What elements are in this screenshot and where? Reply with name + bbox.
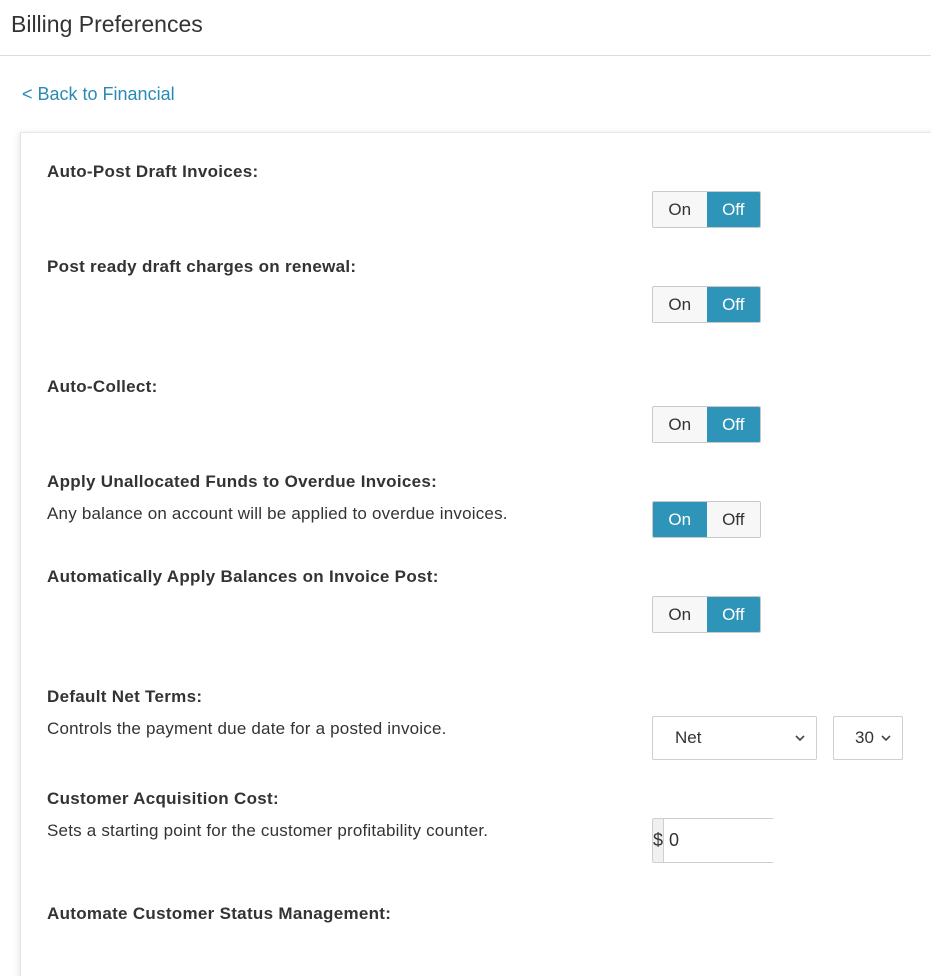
page-title: Billing Preferences	[11, 11, 203, 37]
apply-unallocated-off-option[interactable]: Off	[707, 502, 761, 537]
auto-apply-off-option[interactable]: Off	[707, 597, 761, 632]
post-ready-toggle[interactable]	[652, 286, 761, 323]
auto-collect-on-option[interactable]: On	[653, 407, 707, 442]
chevron-down-icon	[794, 732, 806, 744]
acquisition-cost-field	[652, 818, 774, 863]
acquisition-cost-input[interactable]	[664, 819, 901, 862]
acquisition-cost-label: Customer Acquisition Cost:	[47, 789, 279, 808]
page-header	[0, 0, 931, 56]
net-terms-description: Controls the payment due date for a posted invoice.	[47, 719, 447, 738]
auto-collect-toggle[interactable]	[652, 406, 761, 443]
net-terms-type-value: Net	[675, 728, 702, 747]
status-management-label: Automate Customer Status Management:	[47, 904, 392, 923]
net-terms-days-select[interactable]	[833, 716, 903, 760]
auto-apply-label: Automatically Apply Balances on Invoice Post:	[47, 567, 439, 586]
currency-symbol: $	[653, 819, 664, 862]
auto-apply-toggle[interactable]	[652, 596, 761, 633]
auto-post-toggle[interactable]	[652, 191, 761, 228]
auto-apply-on-option[interactable]: On	[653, 597, 707, 632]
apply-unallocated-label: Apply Unallocated Funds to Overdue Invoices:	[47, 472, 438, 491]
auto-post-off-option[interactable]: Off	[707, 192, 761, 227]
post-ready-off-option[interactable]: Off	[707, 287, 761, 322]
apply-unallocated-on-option[interactable]: On	[653, 502, 707, 537]
chevron-down-icon	[880, 732, 892, 744]
apply-unallocated-description: Any balance on account will be applied to overdue invoices.	[47, 504, 508, 523]
acquisition-cost-description: Sets a starting point for the customer profitability counter.	[47, 821, 489, 840]
auto-collect-off-option[interactable]: Off	[707, 407, 761, 442]
apply-unallocated-toggle[interactable]	[652, 501, 761, 538]
net-terms-days-value: 30	[855, 728, 874, 747]
post-ready-on-option[interactable]: On	[653, 287, 707, 322]
back-to-financial-link[interactable]: < Back to Financial	[22, 84, 175, 104]
net-terms-type-select[interactable]	[652, 716, 817, 760]
auto-collect-label: Auto-Collect:	[47, 377, 158, 396]
auto-post-on-option[interactable]: On	[653, 192, 707, 227]
post-ready-label: Post ready draft charges on renewal:	[47, 257, 357, 276]
net-terms-label: Default Net Terms:	[47, 687, 203, 706]
auto-post-label: Auto-Post Draft Invoices:	[47, 162, 259, 181]
